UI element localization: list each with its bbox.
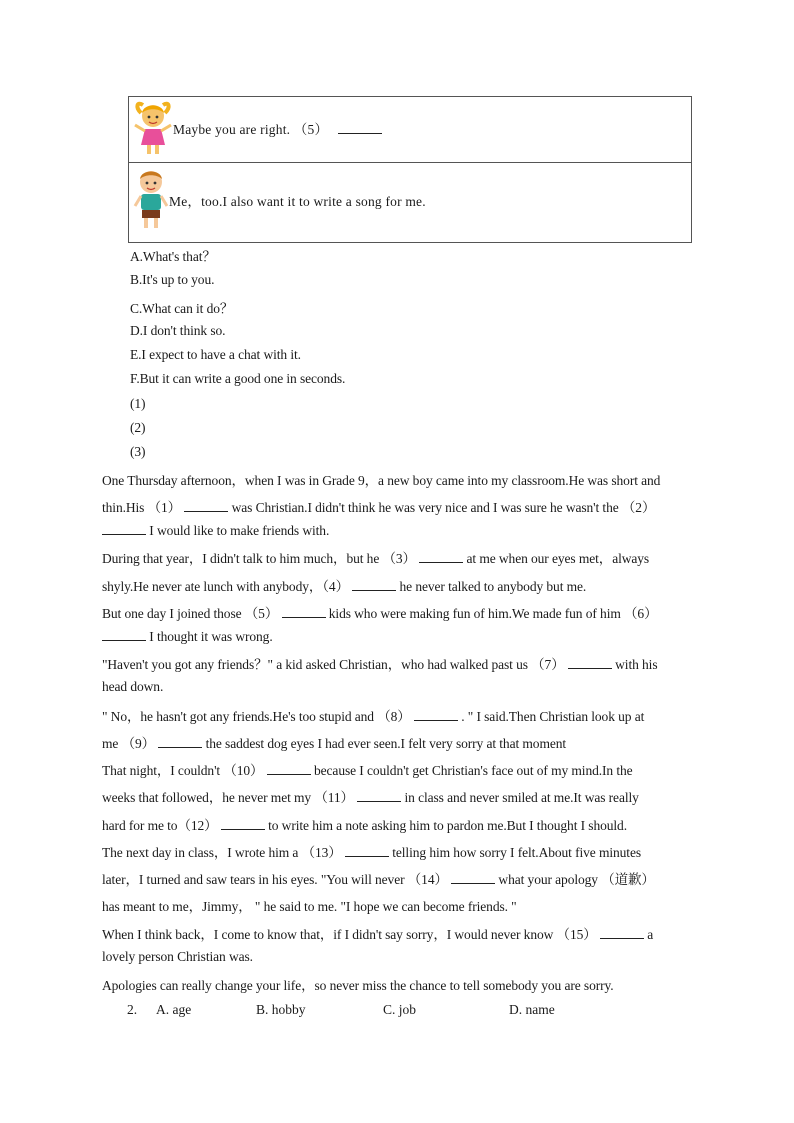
answer-blank[interactable] [419, 550, 463, 563]
option-e: E.I expect to have a chat with it. [130, 347, 301, 362]
answer-blank[interactable] [352, 578, 396, 591]
passage-line [102, 628, 273, 645]
answer-blank[interactable] [414, 708, 458, 721]
option-b: B.It's up to you. [130, 272, 215, 287]
dialogue-line-5 [173, 118, 382, 138]
answer-blank-5[interactable] [338, 121, 382, 134]
answer-blank[interactable] [600, 926, 644, 939]
passage-line [102, 841, 641, 861]
passage-text: telling him how sorry I felt.About five minutes [388, 845, 642, 860]
passage-text: what your apology （道歉） [495, 872, 655, 887]
passage-line [102, 705, 644, 725]
passage-text: lovely person Christian was. [102, 949, 253, 964]
option-f: F.But it can write a good one in seconds. [130, 371, 346, 386]
passage-text: head down. [102, 679, 164, 694]
dialogue-table [128, 96, 692, 243]
passage-line [102, 547, 649, 567]
answer-blank[interactable] [357, 789, 401, 802]
answer-blank[interactable] [158, 735, 202, 748]
passage-line [102, 575, 586, 595]
answer-blank[interactable] [184, 499, 228, 512]
choice-b[interactable]: B. hobby [256, 1002, 306, 1017]
dialogue-text: Maybe you are right. （5） [173, 122, 329, 137]
passage-text: The next day in class，I wrote him a （13） [102, 845, 345, 860]
passage-line [102, 759, 633, 779]
passage-line [102, 868, 655, 888]
passage-text: at me when our eyes met，always [463, 551, 650, 566]
passage-text: me （9） [102, 736, 159, 751]
passage-line [102, 602, 657, 622]
answer-blank[interactable] [345, 844, 389, 857]
option-d: D.I don't think so. [130, 323, 226, 338]
answer-blank[interactable] [102, 522, 146, 535]
answer-blank[interactable] [568, 656, 612, 669]
answer-3: (3) [130, 444, 146, 459]
passage-text: he never talked to anybody but me. [396, 579, 587, 594]
passage-text: has meant to me，Jimmy， " he said to me. "I hope we can become friends. " [102, 899, 517, 914]
passage-line [102, 949, 253, 965]
dialogue-line-boy: Me，too.I also want it to write a song for me. [169, 194, 426, 209]
girl-avatar-icon [133, 99, 173, 157]
passage-line [102, 974, 614, 994]
answer-blank[interactable] [221, 817, 265, 830]
passage-text: hard for me to（12） [102, 818, 221, 833]
passage-line [102, 814, 627, 834]
passage-text: with his [611, 657, 658, 672]
passage-text: But one day I joined those （5） [102, 606, 282, 621]
passage-text: I thought it was wrong. [146, 629, 273, 644]
passage-text: weeks that followed，he never met my （11） [102, 790, 358, 805]
choice-a[interactable]: A. age [156, 1002, 192, 1017]
passage-text: Apologies can really change your life，so never miss the chance to tell somebody you are sorry. [102, 978, 614, 993]
choice-d[interactable]: D. name [509, 1002, 555, 1017]
passage-text: to write him a note asking him to pardon me.But I thought I should. [264, 818, 627, 833]
passage-line [102, 732, 566, 752]
passage-text: in class and never smiled at me.It was really [401, 790, 639, 805]
passage-line [102, 469, 660, 489]
dialogue-row-girl [129, 97, 691, 163]
dialogue-row-boy [129, 162, 691, 243]
passage-text: shyly.He never ate lunch with anybody，（4） [102, 579, 353, 594]
choice-c[interactable]: C. job [383, 1002, 417, 1017]
passage-text: because I couldn't get Christian's face out of my mind.In the [310, 763, 633, 778]
answer-2: (2) [130, 420, 146, 435]
passage-text: During that year，I didn't talk to him much，but he （3） [102, 551, 420, 566]
passage-line [102, 679, 163, 695]
answer-1: (1) [130, 396, 146, 411]
passage-line [102, 895, 517, 915]
passage-line [102, 653, 657, 673]
passage-text: kids who were making fun of him.We made fun of him （6） [325, 606, 658, 621]
passage-line [102, 522, 329, 539]
passage-text: thin.His （1） [102, 500, 185, 515]
passage-text: That night，I couldn't （10） [102, 763, 267, 778]
question-number: 2. [127, 1002, 138, 1017]
passage-line [102, 786, 639, 806]
passage-text: I would like to make friends with. [146, 523, 330, 538]
passage-text: One Thursday afternoon，when I was in Grade 9，a new boy came into my classroom.He was short and [102, 473, 661, 488]
answer-blank[interactable] [267, 762, 311, 775]
passage-text: . " I said.Then Christian look up at [457, 709, 645, 724]
option-c: C.What can it do？ [130, 301, 234, 316]
answer-blank[interactable] [451, 871, 495, 884]
option-a: A.What's that？ [130, 249, 216, 264]
passage-line [102, 923, 653, 943]
passage-text: later，I turned and saw tears in his eyes. "You will never （14） [102, 872, 452, 887]
boy-avatar-icon [133, 166, 169, 232]
passage-text: was Christian.I didn't think he was very nice and I was sure he wasn't the （2） [228, 500, 656, 515]
passage-line [102, 496, 655, 516]
answer-blank[interactable] [282, 605, 326, 618]
passage-text: the saddest dog eyes I had ever seen.I felt very sorry at that moment [202, 736, 567, 751]
passage-text: "Haven't you got any friends？" a kid asked Christian，who had walked past us （7） [102, 657, 568, 672]
passage-text: " No，he hasn't got any friends.He's too stupid and （8） [102, 709, 414, 724]
passage-text: a [643, 927, 654, 942]
passage-text: When I think back，I come to know that，if I didn't say sorry，I would never know （15） [102, 927, 600, 942]
answer-blank[interactable] [102, 628, 146, 641]
